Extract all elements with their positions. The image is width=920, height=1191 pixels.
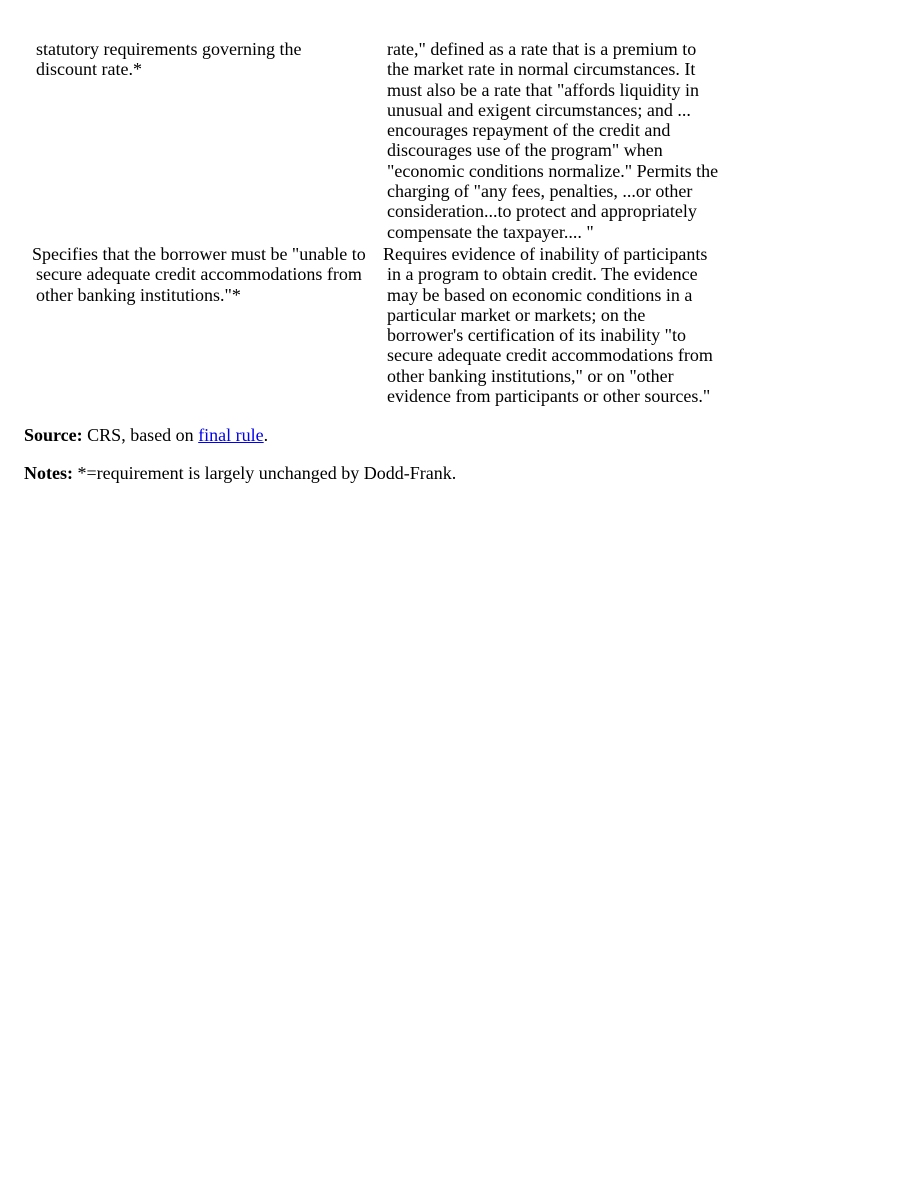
- cell-line: borrower's certification of its inability "to: [387, 325, 687, 346]
- source-label: Source:: [24, 425, 83, 445]
- table-cell-left: [24, 39, 375, 242]
- cell-line: discourages use of the program" when: [387, 140, 663, 161]
- cell-line: particular market or markets; on the: [387, 304, 646, 325]
- comparison-table: [24, 39, 724, 408]
- cell-line: secure adequate credit accommodations from: [36, 264, 362, 285]
- cell-line: "economic conditions normalize." Permits the: [387, 160, 719, 181]
- table-cell-left: [24, 244, 375, 406]
- notes-label: Notes:: [24, 463, 73, 483]
- cell-line: rate," defined as a rate that is a premium to: [387, 39, 697, 59]
- cell-line: Specifies that the borrower must be "unable to: [32, 243, 366, 264]
- table-cell-right: [375, 39, 724, 242]
- table-row: [24, 39, 724, 242]
- cell-line: charging of "any fees, penalties, ...or other: [387, 181, 693, 202]
- cell-line: compensate the taxpayer.... ": [387, 221, 594, 242]
- table-cell-right: [375, 244, 724, 406]
- final-rule-link[interactable]: final rule: [198, 425, 264, 445]
- source-text: CRS, based on: [82, 425, 199, 445]
- cell-line: encourages repayment of the credit and: [387, 120, 671, 141]
- cell-line: the market rate in normal circumstances. It: [387, 59, 696, 80]
- source-note: [24, 425, 884, 445]
- cell-line: in a program to obtain credit. The evidence: [387, 264, 698, 285]
- cell-line: unusual and exigent circumstances; and ...: [387, 99, 691, 120]
- cell-line: must also be a rate that "affords liquidity in: [387, 79, 699, 100]
- cell-line: statutory requirements governing the: [36, 39, 302, 59]
- source-text-end: .: [263, 425, 269, 445]
- cell-line: secure adequate credit accommodations from: [387, 345, 713, 366]
- cell-line: Requires evidence of inability of participants: [383, 243, 708, 264]
- cell-line: other banking institutions."*: [36, 284, 241, 305]
- notes-text: *=requirement is largely unchanged by Dodd-Frank.: [72, 463, 457, 483]
- cell-line: evidence from participants or other sources.": [387, 386, 711, 407]
- table-row: [24, 244, 724, 406]
- cell-line: discount rate.*: [36, 59, 142, 80]
- cell-line: may be based on economic conditions in a: [387, 284, 693, 305]
- cell-line: other banking institutions," or on "other: [387, 365, 674, 386]
- cell-line: consideration...to protect and appropriately: [387, 201, 697, 222]
- notes: [24, 463, 884, 483]
